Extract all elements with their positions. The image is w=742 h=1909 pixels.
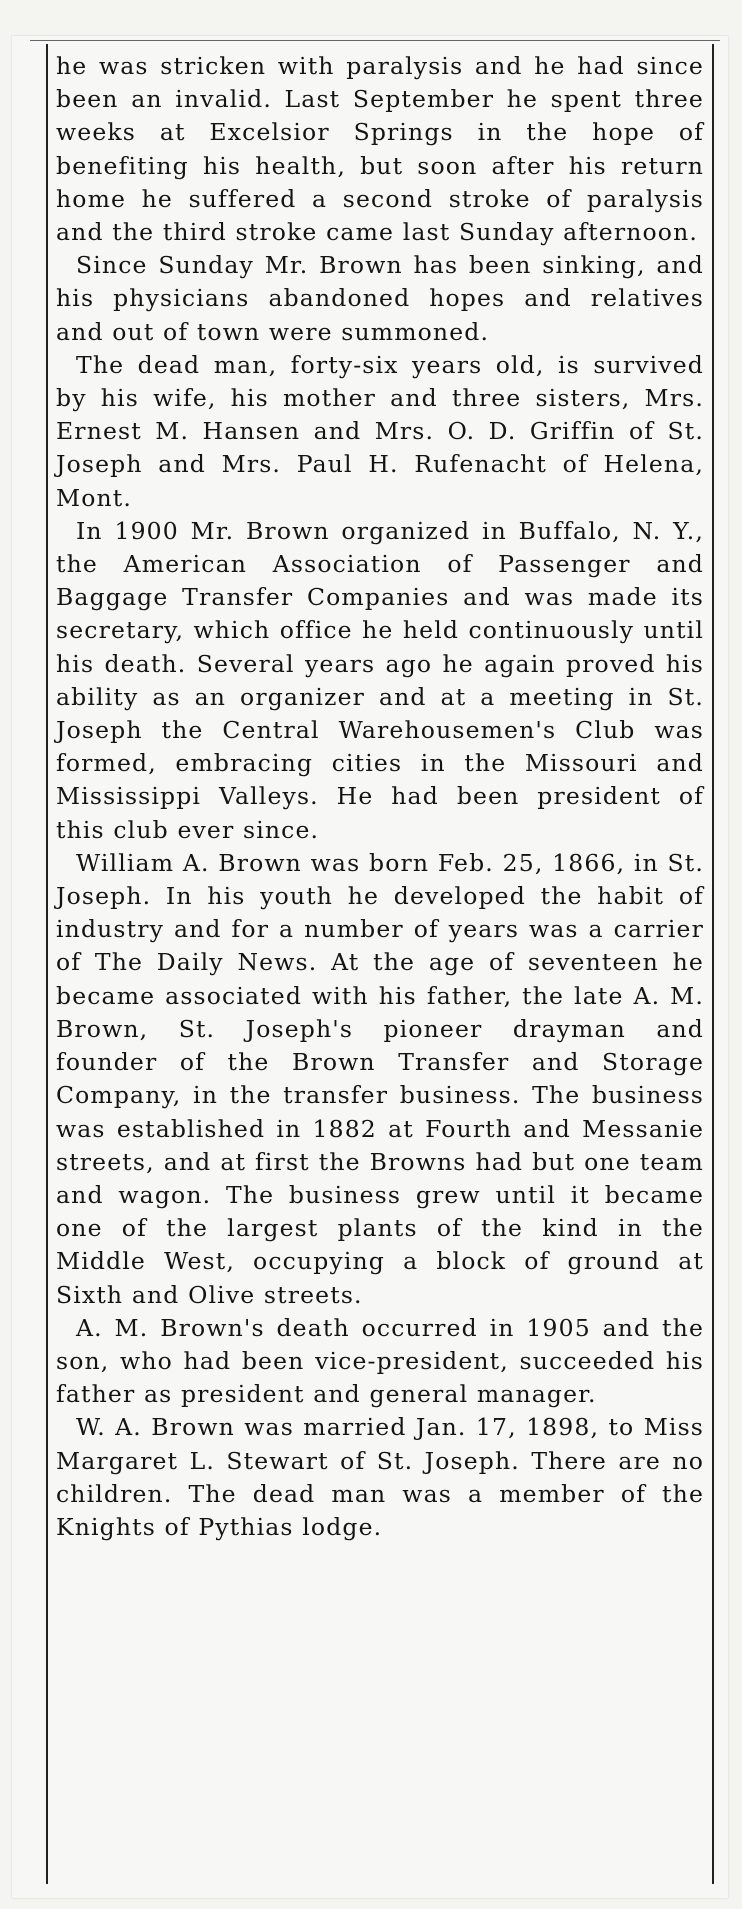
- article-column: [56, 50, 704, 1544]
- column-right-rule: [712, 44, 714, 1884]
- paragraph-marriage: W. A. Brown was married Jan. 17, 1898, to Miss Margaret L. Stewart of St. Joseph. There are no children. The dead man was a member of the Knights of Pythias lodge.: [56, 1413, 704, 1541]
- paragraph-sinking: Since Sunday Mr. Brown has been sinking, and his physicians abandoned hopes and relatives and out of town were summoned.: [56, 251, 704, 346]
- paragraph-survivors: The dead man, forty-six years old, is survived by his wife, his mother and three sisters, Mrs. Ernest M. Hansen and Mrs. O. D. Griffin of St. Joseph and Mrs. Paul H. Rufenacht of Helena, Mont.: [56, 350, 704, 512]
- paragraph-biography: William A. Brown was born Feb. 25, 1866, in St. Joseph. In his youth he developed the habit of industry and for a number of years was a carrier of The Daily News. At the age of seventeen he became associated with his father, the late A. M. Brown, St. Joseph's pioneer drayman and founder of the Brown Transfer and Storage Company, in the transfer business. The business was established in 1882 at Fourth and Messanie streets, and at first the Browns had but one team and wagon. The business grew until it became one of the largest plants of the kind in the Middle West, occupying a block of ground at Sixth and Olive streets.: [56, 848, 704, 1309]
- column-top-rule: [30, 40, 720, 41]
- paragraph-illness: he was stricken with paralysis and he had since been an invalid. Last September he spent three weeks at Excelsior Springs in the hope of benefiting his health, but soon after his return home he suffered a second stroke of paralysis and the third stroke came last Sunday afternoon.: [56, 52, 704, 247]
- column-left-rule: [46, 44, 48, 1884]
- paragraph-succession: A. M. Brown's death occurred in 1905 and the son, who had been vice-president, succeeded his father as president and general manager.: [56, 1313, 704, 1409]
- paragraph-association: In 1900 Mr. Brown organized in Buffalo, N. Y., the American Association of Passenger and Baggage Transfer Companies and was made its secretary, which office he held continuously until his death. Several years ago he again proved his ability as an organizer and at a meeting in St. Joseph the Central Warehousemen's Club was formed, embracing cities in the Missouri and Mississippi Valleys. He had been president of this club ever since.: [56, 516, 704, 844]
